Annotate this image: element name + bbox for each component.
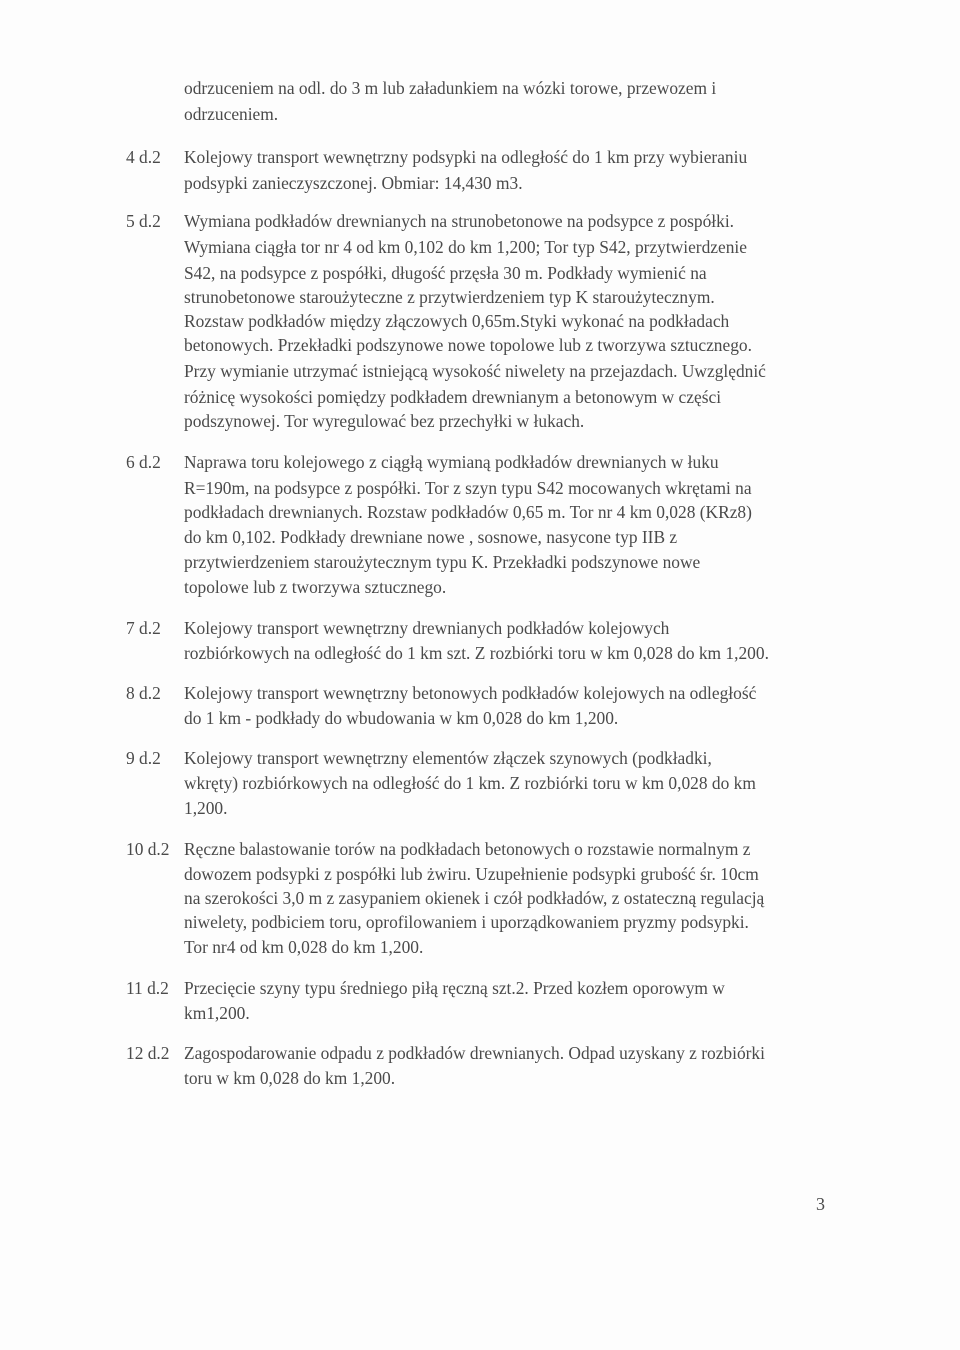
item-line: Kolejowy transport wewnętrzny drewnianych podkładów kolejowych [184, 618, 670, 638]
item-line: Kolejowy transport wewnętrzny elementów złączek szynowych (podkładki, [184, 748, 712, 768]
item-line: dowozem podsypki z pospółki lub żwiru. Uzupełnienie podsypki grubość śr. 10cm [184, 864, 759, 884]
item-line: Wymiana podkładów drewnianych na strunobetonowe na podsypce z pospółki. [184, 211, 735, 231]
item-number: 9 d.2 [126, 748, 161, 768]
item-line: km1,200. [184, 1003, 250, 1023]
item-line: na szerokości 3,0 m z zasypaniem okienek i czół podkładów, z ostateczną regulacją [184, 888, 765, 908]
item-line: Naprawa toru kolejowego z ciągłą wymianą podkładów drewnianych w łuku [184, 452, 719, 472]
item-line: Zagospodarowanie odpadu z podkładów drewnianych. Odpad uzyskany z rozbiórki [184, 1043, 765, 1063]
item-line: Kolejowy transport wewnętrzny podsypki na odległość do 1 km przy wybieraniu [184, 147, 748, 167]
item-line: Ręczne balastowanie torów na podkładach betonowych o rozstawie normalnym z [184, 839, 751, 859]
item-line: różnicę wysokości pomiędzy podkładem drewnianym a betonowym w części [184, 387, 722, 407]
item-line: Przy wymianie utrzymać istniejącą wysokość niwelety na przejazdach. Uwzględnić [184, 361, 766, 381]
item-line: podsypki zanieczyszczonej. Obmiar: 14,430 m3. [184, 173, 523, 193]
item-number: 7 d.2 [126, 618, 161, 638]
item-line: Kolejowy transport wewnętrzny betonowych podkładów kolejowych na odległość [184, 683, 757, 703]
item-line: podszynowej. Tor wyregulować bez przechyłki w łukach. [184, 411, 585, 431]
item-line: Przecięcie szyny typu średniego piłą ręczną szt.2. Przed kozłem oporowym w [184, 978, 725, 998]
intro-line: odrzuceniem. [184, 104, 279, 124]
item-line: strunobetonowe staroużyteczne z przytwierdzeniem typ K staroużytecznym. [184, 287, 715, 307]
item-line: przytwierdzeniem staroużytecznym typu K. Przekładki podszynowe nowe [184, 552, 701, 572]
item-number: 4 d.2 [126, 147, 161, 167]
item-number: 5 d.2 [126, 211, 161, 231]
item-line: R=190m, na podsypce z pospółki. Tor z szyn typu S42 mocowanych wkrętami na [184, 478, 752, 498]
item-line: niwelety, podbiciem toru, oprofilowaniem i uporządkowaniem pryzmy podsypki. [184, 912, 749, 932]
page-number: 3 [816, 1194, 825, 1214]
item-line: 1,200. [184, 798, 228, 818]
item-number: 11 d.2 [126, 978, 169, 998]
item-line: Rozstaw podkładów między złączowych 0,65m.Styki wykonać na podkładach [184, 311, 730, 331]
item-line: do 1 km - podkłady do wbudowania w km 0,028 do km 1,200. [184, 708, 619, 728]
item-line: betonowych. Przekładki podszynowe nowe topolowe lub z tworzywa sztucznego. [184, 335, 752, 355]
item-number: 6 d.2 [126, 452, 161, 472]
item-line: toru w km 0,028 do km 1,200. [184, 1068, 396, 1088]
item-number: 10 d.2 [126, 839, 170, 859]
item-line: podkładach drewnianych. Rozstaw podkładów 0,65 m. Tor nr 4 km 0,028 (KRz8) [184, 502, 752, 522]
item-line: Tor nr4 od km 0,028 do km 1,200. [184, 937, 424, 957]
item-line: do km 0,102. Podkłady drewniane nowe , sosnowe, nasycone typ IIB z [184, 527, 678, 547]
intro-line: odrzuceniem na odl. do 3 m lub załadunkiem na wózki torowe, przewozem i [184, 78, 717, 98]
item-line: rozbiórkowych na odległość do 1 km szt. Z rozbiórki toru w km 0,028 do km 1,200. [184, 643, 769, 663]
item-line: Wymiana ciągła tor nr 4 od km 0,102 do km 1,200; Tor typ S42, przytwierdzenie [184, 237, 747, 257]
item-number: 8 d.2 [126, 683, 161, 703]
item-line: S42, na podsypce z pospółki, długość przęsła 30 m. Podkłady wymienić na [184, 263, 707, 283]
item-number: 12 d.2 [126, 1043, 170, 1063]
item-line: wkręty) rozbiórkowych na odległość do 1 km. Z rozbiórki toru w km 0,028 do km [184, 773, 756, 793]
item-line: topolowe lub z tworzywa sztucznego. [184, 577, 447, 597]
